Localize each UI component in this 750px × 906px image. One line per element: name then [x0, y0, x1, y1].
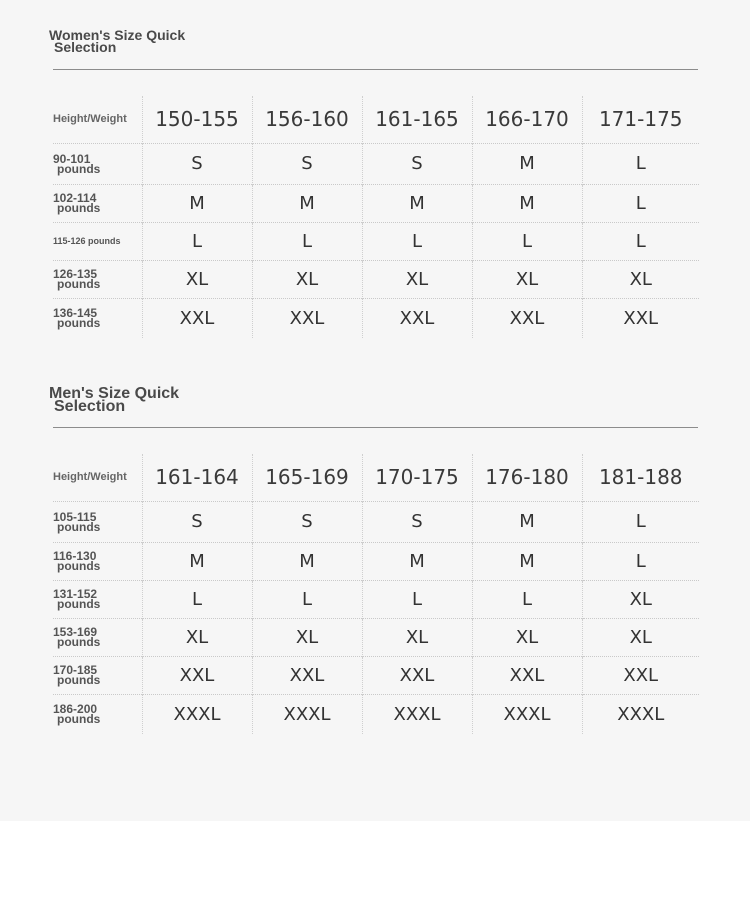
women-size-1-0: M: [142, 184, 252, 222]
men-row-1: [53, 542, 699, 580]
women-size-4-1: XXL: [252, 298, 362, 338]
men-section-title: Men's Size Quick Selection: [49, 385, 180, 415]
men-height-3: 176-180: [472, 454, 582, 501]
women-size-1-2: M: [362, 184, 472, 222]
women-height-2: 161-165: [362, 96, 472, 143]
women-size-4-0: XXL: [142, 298, 252, 338]
women-size-3-3: XL: [472, 260, 582, 298]
women-size-3-4: XL: [582, 260, 699, 298]
men-height-4: 181-188: [582, 454, 699, 501]
women-size-2-3: L: [472, 222, 582, 260]
men-size-1-1: M: [252, 542, 362, 580]
men-size-1-3: M: [472, 542, 582, 580]
men-corner-label: Height/Weight: [53, 471, 127, 484]
women-weight-2: 115-126 pounds: [53, 236, 121, 246]
men-size-table: [53, 454, 699, 734]
men-height-2: 170-175: [362, 454, 472, 501]
men-row-5: [53, 694, 699, 734]
women-height-0: 150-155: [142, 96, 252, 143]
women-size-2-0: L: [142, 222, 252, 260]
men-size-3-3: XL: [472, 618, 582, 656]
men-row-4: [53, 656, 699, 694]
women-row-1: [53, 184, 699, 222]
women-size-4-4: XXL: [582, 298, 699, 338]
women-size-1-4: L: [582, 184, 699, 222]
women-row-0: [53, 143, 699, 184]
women-size-3-2: XL: [362, 260, 472, 298]
men-size-4-1: XXL: [252, 656, 362, 694]
men-size-3-0: XL: [142, 618, 252, 656]
women-weight-0: 90-101 pounds: [53, 151, 101, 176]
women-height-3: 166-170: [472, 96, 582, 143]
men-size-0-0: S: [142, 501, 252, 542]
men-size-2-0: L: [142, 580, 252, 618]
men-size-4-4: XXL: [582, 656, 699, 694]
men-size-3-4: XL: [582, 618, 699, 656]
women-size-2-2: L: [362, 222, 472, 260]
women-section-title: Women's Size Quick Selection: [49, 27, 186, 55]
women-size-4-2: XXL: [362, 298, 472, 338]
women-size-4-3: XXL: [472, 298, 582, 338]
women-size-3-1: XL: [252, 260, 362, 298]
men-weight-5: 186-200 pounds: [53, 702, 101, 727]
men-height-1: 165-169: [252, 454, 362, 501]
women-size-0-0: S: [142, 143, 252, 184]
women-size-0-3: M: [472, 143, 582, 184]
men-size-5-3: XXXL: [472, 694, 582, 734]
women-weight-4: 136-145 pounds: [53, 306, 101, 331]
women-size-2-1: L: [252, 222, 362, 260]
men-size-2-3: L: [472, 580, 582, 618]
men-size-2-1: L: [252, 580, 362, 618]
men-row-3: [53, 618, 699, 656]
men-size-1-0: M: [142, 542, 252, 580]
men-size-0-3: M: [472, 501, 582, 542]
men-row-2: [53, 580, 699, 618]
men-size-4-3: XXL: [472, 656, 582, 694]
men-size-1-4: L: [582, 542, 699, 580]
men-size-0-2: S: [362, 501, 472, 542]
women-height-1: 156-160: [252, 96, 362, 143]
men-header-row: [53, 454, 699, 501]
women-size-0-2: S: [362, 143, 472, 184]
men-weight-0: 105-115 pounds: [53, 509, 101, 534]
women-size-2-4: L: [582, 222, 699, 260]
women-size-0-4: L: [582, 143, 699, 184]
women-header-row: [53, 96, 699, 143]
women-row-2: [53, 222, 699, 260]
men-size-3-1: XL: [252, 618, 362, 656]
men-size-2-4: XL: [582, 580, 699, 618]
men-size-1-2: M: [362, 542, 472, 580]
men-size-2-2: L: [362, 580, 472, 618]
men-weight-1: 116-130 pounds: [53, 549, 101, 573]
women-row-4: [53, 298, 699, 338]
women-size-1-3: M: [472, 184, 582, 222]
women-size-3-0: XL: [142, 260, 252, 298]
men-height-0: 161-164: [142, 454, 252, 501]
women-title-rule: [53, 69, 698, 70]
men-size-0-4: L: [582, 501, 699, 542]
men-size-5-0: XXXL: [142, 694, 252, 734]
men-size-5-4: XXXL: [582, 694, 699, 734]
men-size-4-0: XXL: [142, 656, 252, 694]
men-size-0-1: S: [252, 501, 362, 542]
women-size-table: [53, 96, 699, 338]
men-row-0: [53, 501, 699, 542]
women-size-0-1: S: [252, 143, 362, 184]
men-size-3-2: XL: [362, 618, 472, 656]
men-weight-3: 153-169 pounds: [53, 625, 101, 649]
women-corner-label: Height/Weight: [53, 113, 127, 126]
women-row-3: [53, 260, 699, 298]
women-weight-1: 102-114 pounds: [53, 191, 101, 215]
men-size-5-2: XXXL: [362, 694, 472, 734]
men-title-rule: [53, 427, 698, 428]
men-size-4-2: XXL: [362, 656, 472, 694]
women-weight-3: 126-135 pounds: [53, 267, 101, 291]
men-weight-2: 131-152 pounds: [53, 587, 101, 611]
men-weight-4: 170-185 pounds: [53, 663, 101, 687]
women-height-4: 171-175: [582, 96, 699, 143]
women-size-1-1: M: [252, 184, 362, 222]
men-size-5-1: XXXL: [252, 694, 362, 734]
